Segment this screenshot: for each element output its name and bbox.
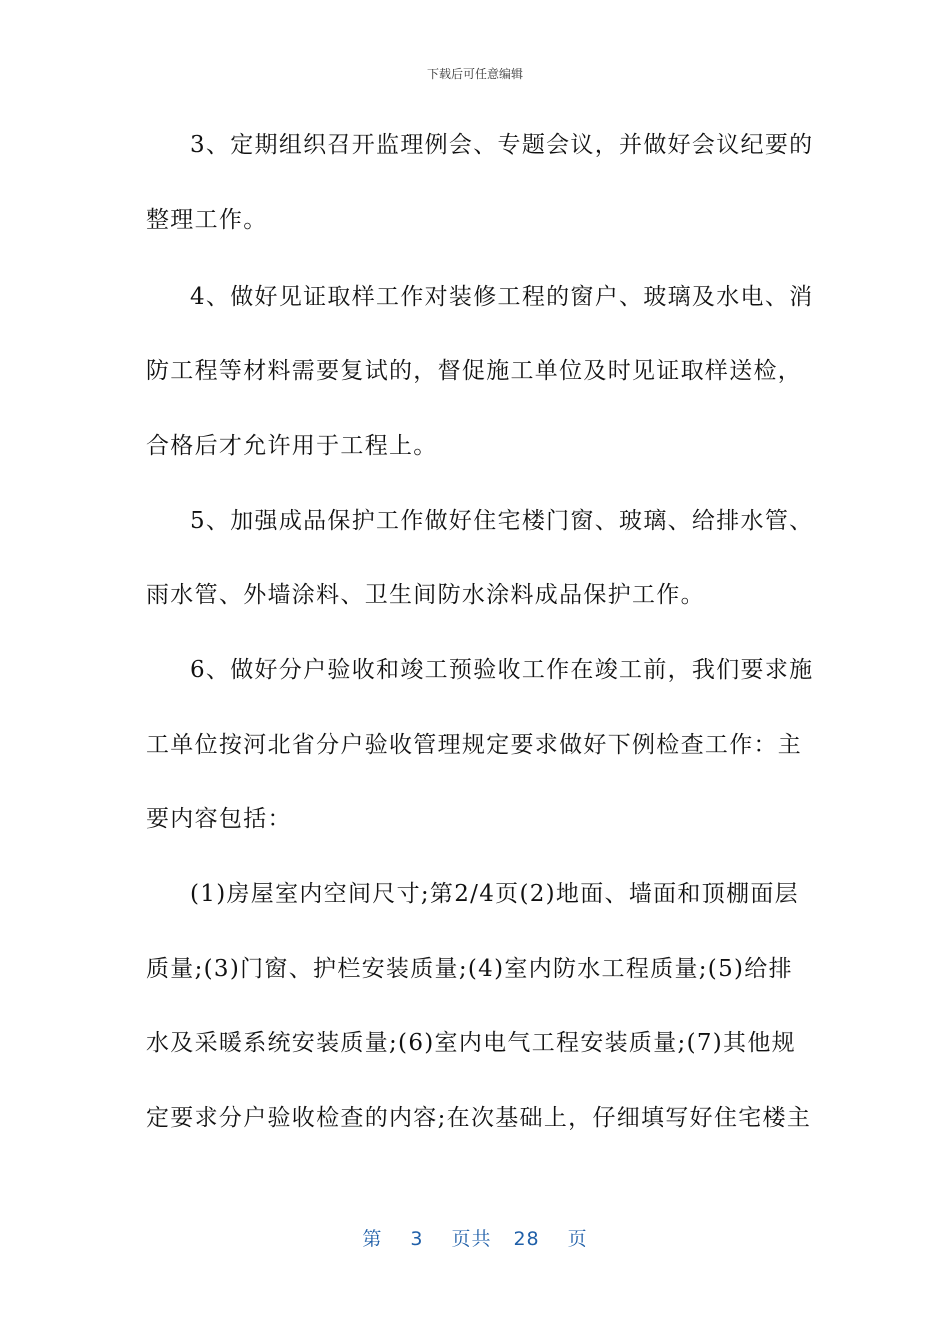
body-line: 质量;(3)门窗、护栏安装质量;(4)室内防水工程质量;(5)给排 [146,956,793,982]
body-line: 4、做好见证取样工作对装修工程的窗户、玻璃及水电、消 [190,284,814,310]
footer-suffix: 页 [567,1228,588,1250]
body-line: 整理工作。 [146,207,268,233]
footer-middle: 页共 [451,1228,492,1250]
body-line: 6、做好分户验收和竣工预验收工作在竣工前，我们要求施 [190,657,814,683]
body-line: 要内容包括： [146,806,292,832]
body-line: 定要求分户验收检查的内容;在次基础上，仔细填写好住宅楼主 [146,1105,812,1131]
body-line: 水及采暖系统安装质量;(6)室内电气工程安装质量;(7)其他规 [146,1030,796,1056]
body-line: 3、定期组织召开监理例会、专题会议，并做好会议纪要的 [190,132,814,158]
footer-prefix: 第 [362,1228,383,1250]
body-line: (1)房屋室内空间尺寸;第2/4页(2)地面、墙面和顶棚面层 [190,881,799,907]
body-line: 合格后才允许用于工程上。 [146,433,438,459]
footer-total-pages: 28 [513,1228,540,1250]
body-line: 工单位按河北省分户验收管理规定要求做好下例检查工作：主 [146,732,803,758]
page-header: 下载后可任意编辑 [426,67,523,81]
page-footer [0,1226,950,1252]
body-line: 雨水管、外墙涂料、卫生间防水涂料成品保护工作。 [146,582,705,608]
footer-page-number: 3 [410,1228,424,1250]
body-line: 5、加强成品保护工作做好住宅楼门窗、玻璃、给排水管、 [190,508,814,534]
body-line: 防工程等材料需要复试的，督促施工单位及时见证取样送检， [146,358,803,384]
